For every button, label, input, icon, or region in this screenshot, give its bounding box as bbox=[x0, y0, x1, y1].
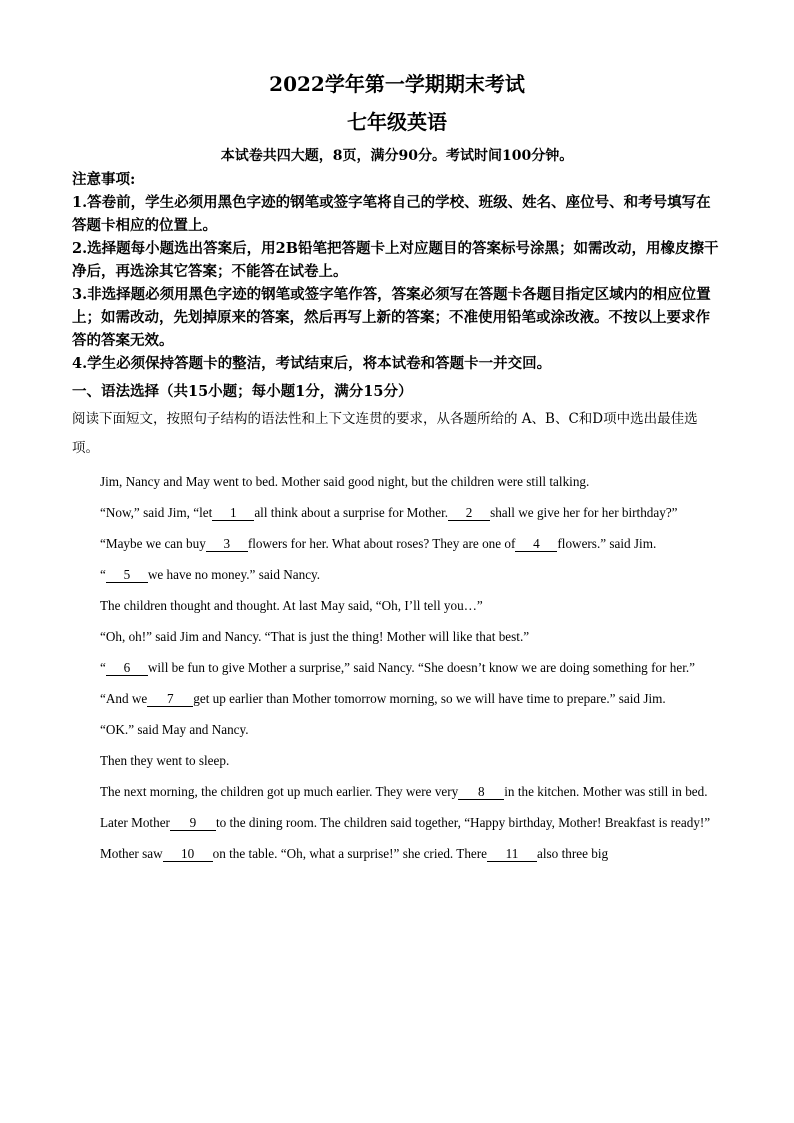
passage-paragraph: Then they went to sleep. bbox=[100, 753, 230, 768]
passage-paragraph: “Oh, oh!” said Jim and Nancy. “That is just the thing! Mother will like that best.” bbox=[100, 629, 530, 644]
notes-item: 2.选择题每小题选出答案后，用2B铅笔把答题卡上对应题目的答案标号涂黑；如需改动，用橡皮擦干净后，再选涂其它答案；不能答在试卷上。 bbox=[72, 240, 719, 280]
passage-paragraph bbox=[72, 652, 724, 683]
answer-blank: 6 bbox=[106, 661, 148, 676]
passage-text: “And we bbox=[100, 691, 148, 706]
passage-text: “Now,” said Jim, “let bbox=[100, 505, 213, 520]
answer-blank: 4 bbox=[515, 537, 557, 552]
passage-text: will be fun to give Mother a surprise,” said Nancy. “She doesn’t know we are doing something for her.” bbox=[147, 660, 696, 675]
answer-blank: 1 bbox=[212, 506, 254, 521]
passage-text: in the kitchen. Mother was still in bed. bbox=[504, 784, 708, 799]
exam-meta: 本试卷共四大题，8页，满分90分。考试时间100分钟。 bbox=[220, 148, 574, 164]
passage-text: The next morning, the children got up much earlier. They were very bbox=[100, 784, 459, 799]
passage-paragraph: The children thought and thought. At last May said, “Oh, I’ll tell you…” bbox=[100, 598, 483, 613]
exam-title: 2022学年第一学期期末考试 bbox=[269, 72, 525, 96]
answer-blank: 10 bbox=[163, 847, 213, 862]
passage-text: “ bbox=[100, 567, 106, 582]
passage-paragraph bbox=[72, 683, 724, 714]
notes-heading: 注意事项: bbox=[72, 171, 136, 188]
passage-text: all think about a surprise for Mother. bbox=[254, 505, 449, 520]
notes-item: 4.学生必须保持答题卡的整洁，考试结束后，将本试卷和答题卡一并交回。 bbox=[72, 355, 552, 372]
exam-subject: 七年级英语 bbox=[347, 110, 447, 134]
passage-text: flowers for her. What about roses? They are one of bbox=[247, 536, 516, 551]
passage-text: “ bbox=[100, 660, 106, 675]
passage-paragraph bbox=[72, 528, 724, 559]
passage-paragraph bbox=[72, 807, 724, 838]
passage-paragraph bbox=[72, 838, 724, 869]
passage-text: on the table. “Oh, what a surprise!” she cried. There bbox=[212, 846, 488, 861]
notes-item: 1.答卷前，学生必须用黑色字迹的钢笔或签字笔将自己的学校、班级、姓名、座位号、和考号填写在答题卡相应的位置上。 bbox=[72, 194, 711, 234]
answer-blank: 9 bbox=[170, 816, 216, 831]
passage-text: Mother saw bbox=[100, 846, 163, 861]
answer-blank: 5 bbox=[106, 568, 148, 583]
passage-paragraph: “OK.” said May and Nancy. bbox=[100, 722, 249, 737]
passage-text: Later Mother bbox=[100, 815, 170, 830]
passage-text: shall we give her for her birthday?” bbox=[490, 505, 678, 520]
notes-item: 3.非选择题必须用黑色字迹的钢笔或签字笔作答，答案必须写在答题卡各题目指定区域内的相应位置上；如需改动，先划掉原来的答案，然后再写上新的答案；不准使用铅笔或涂改液。不按以上要求作答的答案无效。 bbox=[72, 286, 711, 349]
passage-paragraph bbox=[72, 559, 724, 590]
passage-text: we have no money.” said Nancy. bbox=[147, 567, 321, 582]
passage-text: to the dining room. The children said together, “Happy birthday, Mother! Breakfast is ready!” bbox=[215, 815, 711, 830]
answer-blank: 7 bbox=[147, 692, 193, 707]
passage-paragraph bbox=[72, 497, 724, 528]
answer-blank: 2 bbox=[448, 506, 490, 521]
passage-paragraph bbox=[72, 776, 724, 807]
passage-paragraph: Jim, Nancy and May went to bed. Mother said good night, but the children were still talking. bbox=[100, 474, 590, 489]
answer-blank: 3 bbox=[206, 537, 248, 552]
passage-text: “Maybe we can buy bbox=[100, 536, 206, 551]
passage-text: get up earlier than Mother tomorrow morning, so we will have time to prepare.” said Jim. bbox=[193, 691, 666, 706]
notes-block bbox=[72, 168, 724, 375]
cloze-passage bbox=[72, 466, 724, 869]
section-heading: 一、语法选择（共15小题；每小题1分，满分15分） bbox=[72, 383, 413, 400]
passage-text: also three big bbox=[537, 846, 609, 861]
passage-text: flowers.” said Jim. bbox=[557, 536, 657, 551]
answer-blank: 11 bbox=[487, 847, 537, 862]
answer-blank: 8 bbox=[458, 785, 504, 800]
section-instruction: 阅读下面短文，按照句子结构的语法性和上下文连贯的要求，从各题所给的 A、B、C和D项中选出最佳选项。 bbox=[72, 411, 698, 456]
